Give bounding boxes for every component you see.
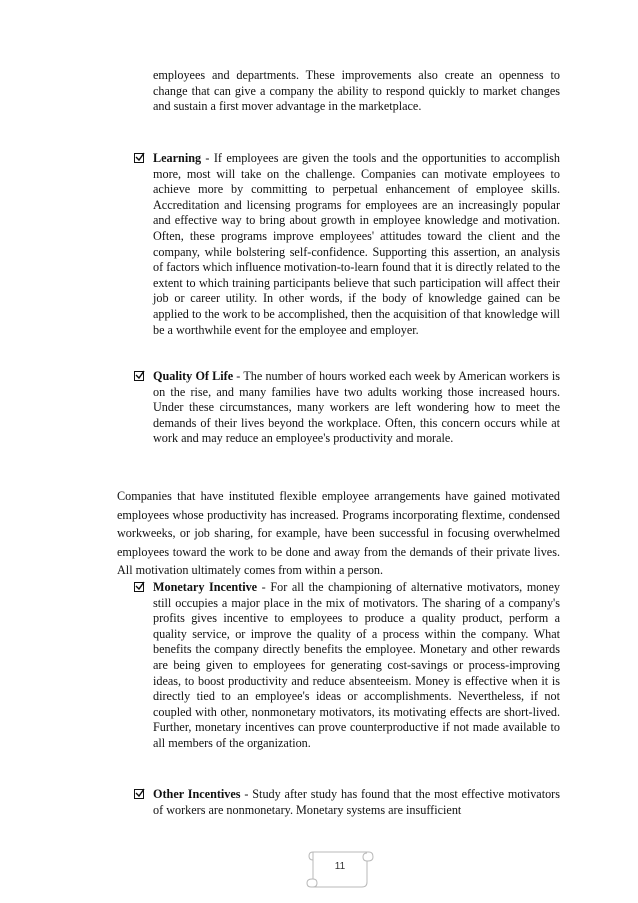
checkbox-icon [134, 789, 144, 799]
bullet-term: Quality Of Life [153, 369, 234, 383]
bullet-monetary-incentive [134, 580, 560, 752]
body-paragraph: Companies that have instituted flexible employee arrangements have gained motivated employees whose productivity has increased. Programs incorporating flextime, condensed workweeks, or job sharing, for example, have been successful in focusing overwhelmed employees toward the work to be done and away from the demands of their private lives. All motivation ultimately comes from within a person. [117, 489, 560, 578]
checkbox-icon [134, 582, 144, 592]
bullet-quality-of-life [134, 369, 560, 447]
bullet-text: - For all the championing of alternative motivators, money still occupies a major place in the mix of motivators. The sharing of a company's profits gives incentive to employees to produce a quality product, perform a quality service, or improve the quality of a process within the company. What benefits the company directly benefits the employee. Monetary and other rewards are being given to employees for generating cost-savings or process-improving ideas, to boost productivity and reduce absenteeism. Money is effective when it is directly tied to an employee's ideas or accomplishments. Nevertheless, if not coupled with other, nonmonetary motivators, its motivating effects are short-lived. Further, monetary incentives can prove counterproductive if not made available to all members of the organization. [153, 580, 560, 750]
bullet-term: Learning [153, 151, 202, 165]
page-number-scroll [305, 848, 375, 890]
page-number: 11 [334, 861, 346, 872]
checkbox-icon [134, 371, 144, 381]
continued-text: employees and departments. These improvements also create an openness to change that can give a company the ability to respond quickly to market changes and sustain a first mover advantage in the marketplace. [153, 68, 560, 114]
bullet-term: Monetary Incentive [153, 580, 258, 594]
bullet-text: - If employees are given the tools and the opportunities to accomplish more, most will take on the challenge. Companies can motivate employees to achieve more by committing to perpetual enhancement of employee skills. Accreditation and licensing programs for employees are an increasingly popular and effective way to bring about growth in employee knowledge and motivation. Often, these programs improve employees' attitudes toward the client and the company, while bolstering self-confidence. Supporting this assertion, an analysis of factors which influence motivation-to-learn found that it is directly related to the extent to which training participants believe that such participation will affect their job or career utility. In other words, if the body of knowledge gained can be applied to the work to be accomplished, then the acquisition of that knowledge will be a worthwhile event for the employee and employer. [153, 151, 560, 337]
bullet-learning [134, 151, 560, 338]
bullet-text: - The number of hours worked each week by American workers is on the rise, and many families have two adults working those increased hours. Under these circumstances, many workers are left wondering how to meet the demands of their lives beyond the workplace. Often, this concern occurs while at work and may reduce an employee's productivity and morale. [153, 369, 560, 446]
bullet-other-incentives [134, 787, 560, 818]
bullet-term: Other Incentives [153, 787, 241, 801]
checkbox-icon [134, 153, 144, 163]
bullet-text: - Study after study has found that the most effective motivators of workers are nonmonetary. Monetary systems are insufficient [153, 787, 560, 817]
